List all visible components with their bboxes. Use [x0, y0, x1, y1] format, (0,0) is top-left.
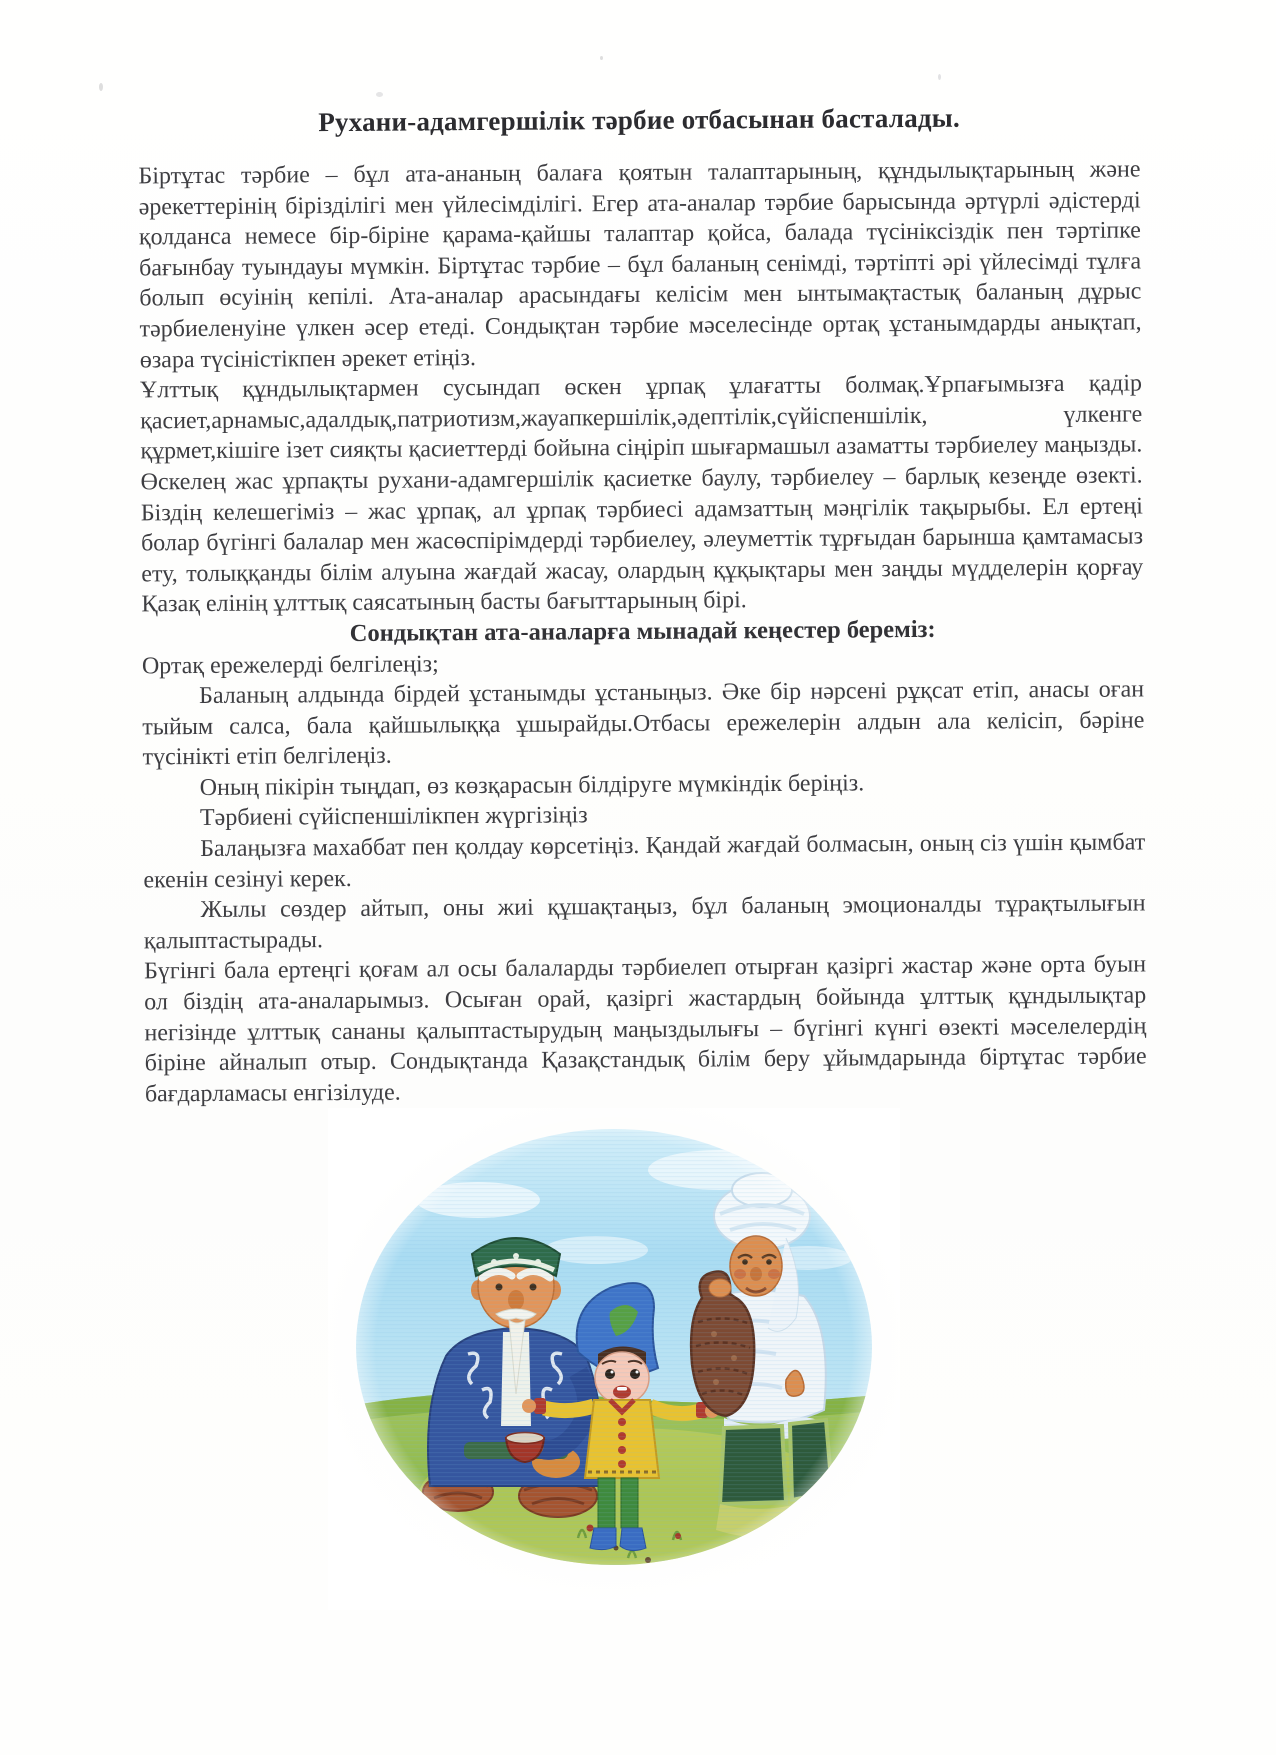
scan-speck — [376, 92, 383, 97]
rule-intro-line: Ортақ ережелерді белгілеңіз; — [141, 650, 439, 679]
scan-speck — [99, 83, 103, 91]
family-illustration — [328, 1108, 900, 1610]
document-title: Рухани-адамгершілік тәрбие отбасынан басталады. — [318, 102, 961, 138]
paragraph-national-values: Ұлттық құндылықтармен сусындап өскен ұрпақ ұлағатты болмақ.Ұрпағымызға қадір қасиет,арнамыс,адалдық,патриотизм,жауапкершілік,әдептілік,сүйіспеншілік, үлкенге құрмет,кішіге ізет сияқты қасиеттерді бойына сіңіріп шығармашыл азаматты тәрбиелеу маңызды. Өскелең жас ұрпақты рухани-адамгершілік қасиетке баулу, тәрбиелеу – барлық кезеңде өзекті. Біздің келешегіміз – жас ұрпақ, ал ұрпақ тәрбиесі адамзаттың мәңгілік тақырыбы. Ел ертеңі болар бүгінгі балалар мен жасөспірімдерді тәрбиелеу, әлеуметтік тұрғыдан барынша қамтамасыз ету, толыққанды білім алуына жағдай жасау, олардың құқықтары мен заңды мүдделерін қорғау Қазақ елінің ұлттық саясатының басты бағыттарының бірі. — [139, 370, 1144, 618]
paragraph-conclusion: Бүгінгі бала ертеңгі қоғам ал осы балаларды тәрбиелеп отырған қазіргі жастар және орта буын ол біздің ата-аналарымыз. Осыған орай, қазіргі жастардың бойында ұлттық құндылықтар негізінде ұлттық сананы қалыптастырудың маңыздылығы – бүгінгі күнгі өзекті мәселелердің біріне айналып отыр. Сондықтанда Қазақстандық білім беру ұйымдарында біртұтас тәрбие бағдарламасы енгізілуде. — [143, 951, 1147, 1108]
paragraph-intro: Біртұтас тәрбие – бұл ата-ананың балаға қоятын талаптарының, құндылықтарының және әрекеттерінің бірізділігі мен үйлесімділігі. Егер ата-аналар тәрбие барысында әртүрлі әдістерді қолданса немесе бір-біріне қарама-қайшы талаптар қойса, балада түсініксіздік пен тәртіпке бағынбау туындауы мүмкін. Біртұтас тәрбие – бұл баланың сенімді, тәртіпті әрі үйлесімді тұлға болып өсуінің кепілі. Ата-аналар арасындағы келісім мен ынтымақтастық баланың дұрыс тәрбиеленуіне үлкен әсер етеді. Сондықтан тәрбие мәселесінде ортақ ұстанымдарды анықтап, өзара түсіністікпен әрекет етіңіз. — [138, 156, 1142, 373]
advice-item-1: Баланың алдында бірдей ұстанымды ұстаныңыз. Әке бір нәрсені рұқсат етіп, анасы оған тыйым салса, бала қайшылыққа ұшырайды.Отбасы ережелерін алдын ала келісіп, бәріне түсінікті етіп белгілеңіз. — [142, 676, 1145, 771]
document-body — [138, 99, 1147, 1109]
vignette-fade — [328, 1108, 900, 1610]
advice-item-5: Жылы сөздер айтып, оны жиі құшақтаңыз, бұл баланың эмоционалды тұрақтылығын қалыптастырады. — [143, 890, 1146, 955]
advice-item-2: Оның пікірін тыңдап, өз көзқарасын білдіруге мүмкіндік беріңіз. — [199, 770, 865, 801]
advice-item-4: Балаңызға махаббат пен қолдау көрсетіңіз. Қандай жағдай болмасын, оның сіз үшін қымбат екенін сезінуі керек. — [143, 829, 1146, 894]
scan-speck — [938, 74, 941, 80]
advice-item-3: Тәрбиені сүйіспеншілікпен жүргізіңіз — [199, 802, 588, 832]
advice-section-heading: Сондықтан ата-аналарға мынадай кеңестер береміз: — [349, 615, 936, 647]
scan-speck — [600, 56, 603, 60]
